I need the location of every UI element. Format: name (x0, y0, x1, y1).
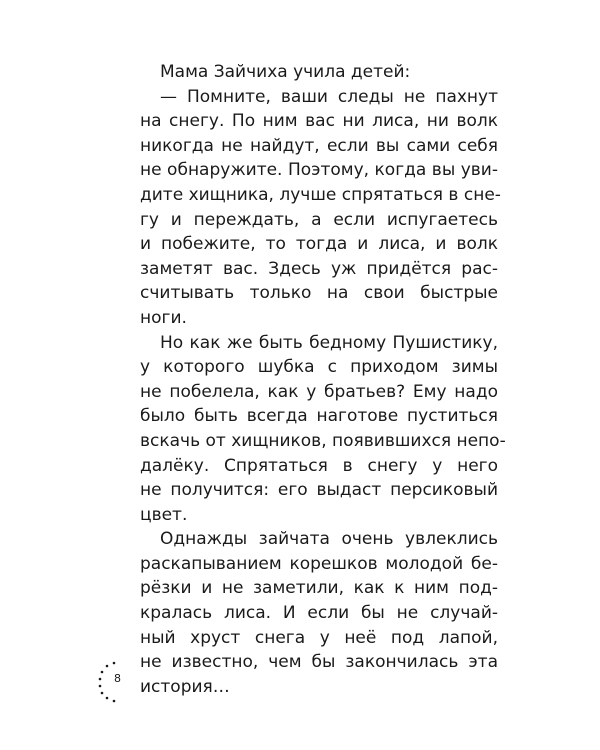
text-line: далёку. Спрятаться в снегу у него (140, 455, 498, 476)
text-line: не обнаружите. Поэтому, когда вы уви- (140, 160, 498, 181)
text-line: на снегу. По ним вас ни лиса, ни волк (140, 111, 498, 132)
arc-dot (99, 678, 102, 681)
text-line: у которого шубка с приходом зимы (140, 357, 498, 378)
text-line: Но как же быть бедному Пушистику, (160, 332, 498, 353)
text-line: дите хищника, лучше спрятаться в сне- (140, 184, 501, 205)
text-line: вскачь от хищников, появившихся непо- (140, 430, 506, 451)
story-text (140, 60, 506, 699)
arc-dot (106, 665, 109, 668)
text-line: ноги. (140, 307, 187, 328)
dotted-arc-icon (96, 660, 126, 704)
text-line: никогда не найдут, если вы сами себя (140, 135, 498, 156)
text-line: рёзки и не заметили, как к ним под- (140, 578, 498, 599)
text-line: ный хруст снега у неё под лапой, (140, 627, 498, 648)
text-line: кралась лиса. И если бы не случай- (140, 603, 498, 624)
text-line: Однажды зайчата очень увлеклись (160, 529, 498, 550)
text-line: не получится: его выдаст персиковый (140, 480, 498, 501)
text-line: история… (140, 676, 230, 697)
text-line: заметят вас. Здесь уж придётся рас- (140, 258, 498, 279)
text-line: Мама Зайчиха учила детей: (160, 62, 411, 82)
arc-dot (113, 662, 116, 665)
text-line: раскапыванием корешков молодой бе- (140, 553, 498, 574)
text-line: не побелела, как у братьев? Ему надо (140, 381, 498, 402)
arc-dot (101, 671, 104, 674)
arc-dot (113, 700, 116, 703)
text-line: считывать только на свои быстрые (140, 283, 498, 304)
arc-dot (99, 685, 102, 688)
arc-dot (106, 697, 109, 700)
arc-dot (101, 692, 104, 695)
page-number: 8 (114, 672, 121, 685)
text-line: цвет. (140, 504, 188, 525)
text-line: было быть всегда наготове пуститься (140, 406, 498, 427)
text-line: гу и переждать, а если испугаетесь (140, 209, 498, 230)
text-line: — Помните, ваши следы не пахнут (160, 86, 498, 107)
text-line: и побежите, то тогда и лиса, и волк (140, 234, 498, 255)
text-line: не известно, чем бы закончилась эта (140, 652, 498, 673)
